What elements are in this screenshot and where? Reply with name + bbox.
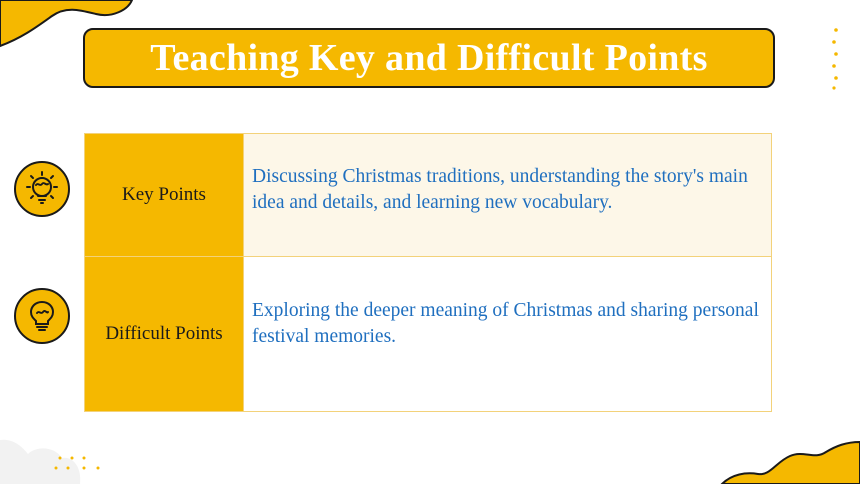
lightbulb-rays-icon xyxy=(16,163,68,215)
key-points-label: Key Points xyxy=(85,134,244,257)
dotted-line-decoration xyxy=(828,26,844,90)
bottom-right-blob-decoration xyxy=(718,438,860,484)
points-table xyxy=(84,133,772,412)
difficult-points-label: Difficult Points xyxy=(85,257,244,412)
lightbulb-icon xyxy=(16,290,68,342)
table-row-key-points xyxy=(85,134,772,257)
difficult-points-icon-badge xyxy=(14,288,70,344)
difficult-points-description: Exploring the deeper meaning of Christmas and sharing personal festival memories. xyxy=(244,257,772,412)
page-title: Teaching Key and Difficult Points xyxy=(150,37,708,79)
key-points-description: Discussing Christmas traditions, understanding the story's main idea and details, and learning new vocabulary. xyxy=(244,134,772,257)
title-banner xyxy=(83,28,775,88)
key-points-icon-badge xyxy=(14,161,70,217)
table-row-difficult-points xyxy=(85,257,772,412)
bottom-left-cloud-decoration xyxy=(0,436,110,484)
